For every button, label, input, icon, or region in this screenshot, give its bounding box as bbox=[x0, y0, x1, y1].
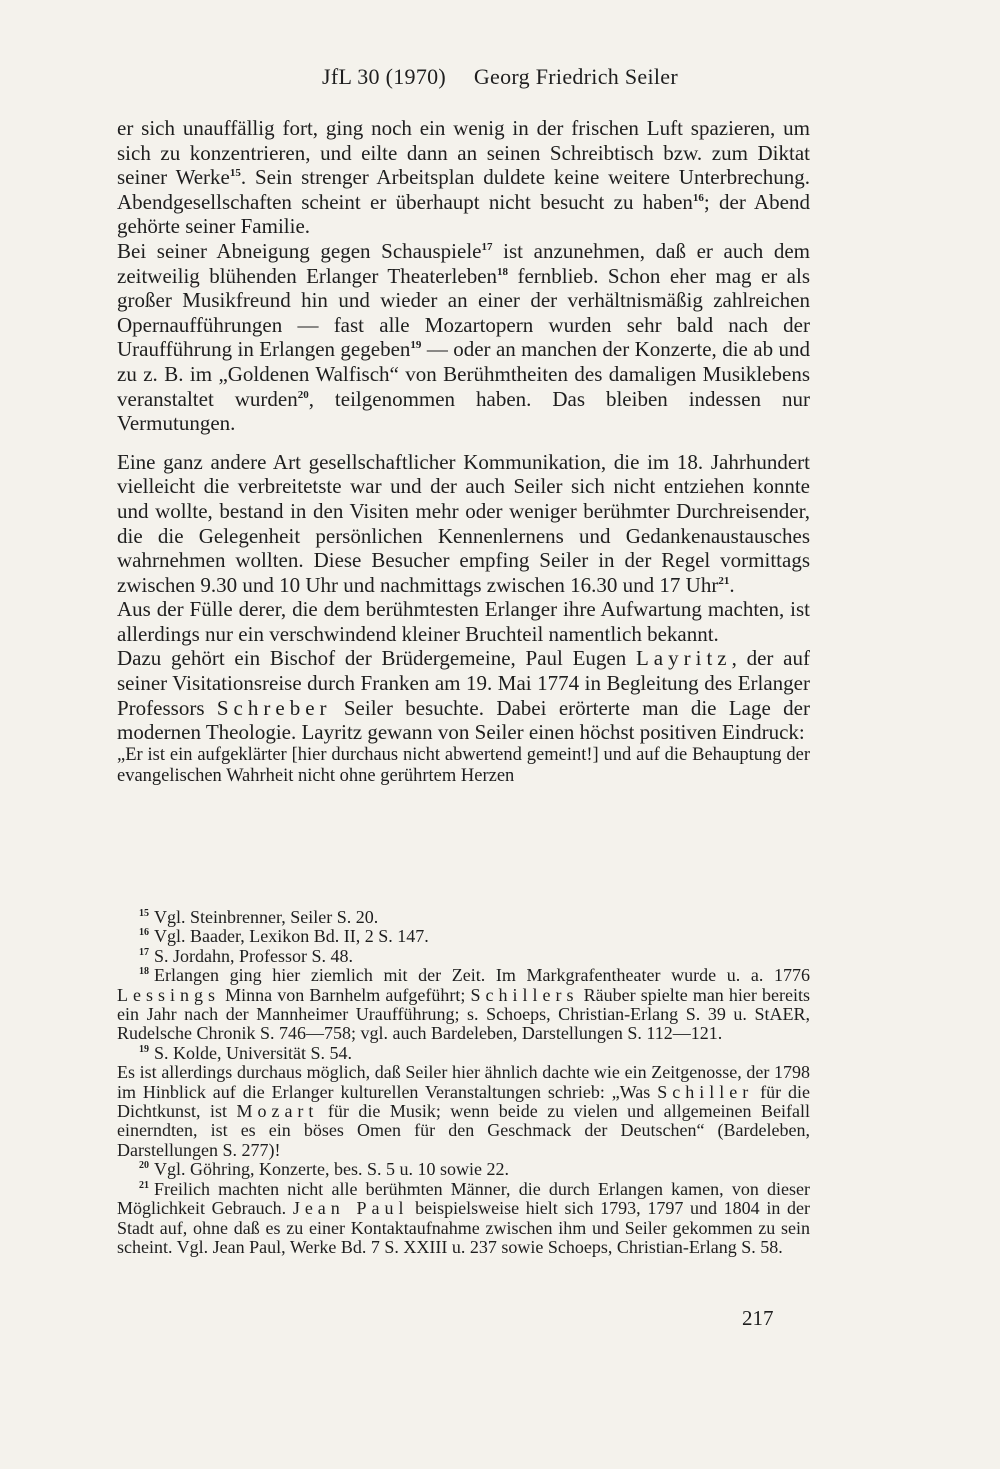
block-quote: „Er ist ein aufgeklärter [hier durchaus nicht abwertend gemeint!] und auf die Behauptung der evangelischen Wahrheit nicht ohne gerührtem Herzen bbox=[117, 744, 810, 786]
text-run: , teilgenommen haben. Das bleiben indessen nur Vermutungen. bbox=[117, 386, 810, 436]
journal-reference: JfL 30 (1970) bbox=[321, 64, 447, 89]
body-text bbox=[117, 116, 810, 787]
footnote-ref[interactable]: 17 bbox=[481, 240, 493, 253]
footnote-15 bbox=[117, 908, 810, 927]
footnotes bbox=[117, 908, 810, 1257]
spaced-name: Layritz bbox=[635, 646, 732, 671]
footnote-19 bbox=[117, 1044, 810, 1063]
spaced-name: Schillers bbox=[470, 984, 579, 1005]
footnote-ref[interactable]: 21 bbox=[718, 574, 730, 587]
footnote-text: Räuber spielte man hier bereits ein Jahr nach der Mannheimer Uraufführung; s. Schoeps, Christian-Erlang S. 39 u. StAER, Rudelsche Chronik S. 746—758; vgl. auch Bardeleben, Darstellungen S. 112—121. bbox=[117, 984, 810, 1044]
text-run: Bei seiner Abneigung gegen Schauspiele bbox=[117, 238, 482, 263]
footnote-18 bbox=[117, 966, 810, 1044]
footnote-text: Es ist allerdings durchaus möglich, daß Seiler hier ähnlich dachte wie ein Zeitgenosse, der 1798 im Hinblick auf die Erlanger kulturellen Veranstaltungen schrieb: „Was bbox=[117, 1062, 810, 1102]
text-run: — oder an manchen der Konzerte, die ab und zu z. B. im „Goldenen Walfisch“ von Berühmtheiten des damaligen Musiklebens veranstaltet wurden bbox=[117, 337, 810, 411]
footnote-text: S. Kolde, Universität S. 54. bbox=[154, 1042, 352, 1063]
text-run: ist anzunehmen, daß er auch dem zeitweilig blühenden Erlanger Theaterleben bbox=[117, 238, 811, 288]
paragraph-3 bbox=[117, 450, 810, 598]
text-run: ; der Abend gehörte seiner Familie. bbox=[117, 189, 810, 239]
paragraph-2 bbox=[117, 239, 810, 436]
footnote-text: für die Dichtkunst, ist bbox=[117, 1081, 810, 1122]
footnote-number: 21 bbox=[139, 1179, 149, 1191]
text-run: . Sein strenger Arbeitsplan duldete keine weitere Unterbrechung. Abendgesellschaften scheint er überhaupt nicht besucht zu haben bbox=[117, 165, 810, 214]
text-run: Aus der Fülle derer, die dem berühmtesten Erlanger ihre Aufwartung machten, ist allerdings nur ein verschwindend kleiner Bruchteil namentlich bekannt. bbox=[117, 597, 810, 646]
footnote-ref[interactable]: 16 bbox=[692, 191, 704, 204]
spaced-name: Mozart bbox=[236, 1101, 319, 1122]
footnote-21 bbox=[117, 1180, 810, 1258]
footnote-text: beispielsweise hielt sich 1793, 1797 und 1804 in der Stadt auf, ohne daß es zu einer Kontaktaufnahme zwischen ihm und Seiler gekommen zu sein scheint. Vgl. Jean Paul, Werke Bd. 7 S. XXIII u. 237 sowie Schoeps, Christian-Erlang S. 58. bbox=[117, 1198, 811, 1257]
running-header bbox=[0, 64, 1000, 90]
footnote-ref[interactable]: 19 bbox=[410, 339, 422, 352]
paragraph-4 bbox=[117, 597, 810, 646]
footnote-number: 17 bbox=[139, 946, 149, 958]
running-title: Georg Friedrich Seiler bbox=[473, 64, 678, 89]
footnote-text: S. Jordahn, Professor S. 48. bbox=[154, 945, 354, 966]
footnote-number: 18 bbox=[139, 966, 149, 978]
spaced-name: Schreber bbox=[216, 695, 332, 720]
footnote-number: 20 bbox=[139, 1160, 149, 1172]
footnote-text: Erlangen ging hier ziemlich mit der Zeit. Im Markgrafentheater wurde u. a. 1776 bbox=[154, 965, 810, 986]
footnote-text: Minna von Barnhelm aufgeführt; bbox=[220, 984, 471, 1005]
spaced-name: Jean Paul bbox=[292, 1198, 409, 1219]
paragraph-1 bbox=[117, 116, 810, 239]
text-run: . bbox=[729, 572, 735, 597]
footnote-20 bbox=[117, 1160, 810, 1179]
footnote-text: Vgl. Baader, Lexikon Bd. II, 2 S. 147. bbox=[154, 926, 429, 947]
spaced-name: Lessings bbox=[117, 984, 220, 1005]
footnote-text: Vgl. Göhring, Konzerte, bes. S. 5 u. 10 sowie 22. bbox=[154, 1159, 509, 1180]
footnote-number: 19 bbox=[139, 1043, 149, 1055]
footnote-text: Vgl. Steinbrenner, Seiler S. 20. bbox=[154, 907, 379, 927]
footnote-16 bbox=[117, 927, 810, 946]
text-run: , der auf seiner Visitationsreise durch Franken am 19. Mai 1774 in Begleitung des Erlanger Professors bbox=[117, 646, 810, 720]
page-number: 217 bbox=[742, 1306, 774, 1330]
footnote-ref[interactable]: 18 bbox=[497, 265, 509, 278]
spaced-name: Schiller bbox=[657, 1081, 754, 1102]
footnote-text: für die Musik; wenn beide zu vielen und allgemeinen Beifall einerndten, ist es ein böses Omen für den Geschmack der Deutschen“ (Bardeleben, Darstellungen S. 277)! bbox=[117, 1101, 810, 1160]
footnote-number: 15 bbox=[139, 908, 149, 919]
text-run: Seiler besuchte. Dabei erörterte man die Lage der modernen Theologie. Layritz gewann von Seiler einen höchst positiven Eindruck: bbox=[117, 695, 810, 745]
footnote-19-continued bbox=[117, 1063, 810, 1160]
footnote-text: Freilich machten nicht alle berühmten Männer, die durch Erlangen kamen, von dieser Möglichkeit Gebrauch. bbox=[117, 1178, 810, 1219]
text-run: Eine ganz andere Art gesellschaftlicher Kommunikation, die im 18. Jahrhundert vielleicht die verbreitetste war und der auch Seiler sich nicht entziehen konnte und wollte, bestand in den Visiten mehr oder weniger berühmter Durchreisender, die die Gelegenheit persönlichen Kennenlernens und Gedankenaustausches wahrnehmen wollten. Diese Besucher empfing Seiler in der Regel vormittags zwischen 9.30 und 10 Uhr und nachmittags zwischen 16.30 und 17 Uhr bbox=[117, 449, 810, 597]
text-run: Dazu gehört ein Bischof der Brüdergemeine, Paul Eugen bbox=[117, 646, 636, 671]
footnote-ref[interactable]: 20 bbox=[297, 388, 309, 401]
footnote-ref[interactable]: 15 bbox=[229, 167, 241, 180]
footnote-number: 16 bbox=[139, 927, 149, 939]
text-run: fernblieb. Schon eher mag er als großer Musikfreund hin und wieder an einer der verhältnismäßig zahlreichen Opernaufführungen — fast alle Mozartopern wurden sehr bald nach der Uraufführung in Erlangen gegeben bbox=[117, 263, 810, 362]
paragraph-5 bbox=[117, 646, 810, 744]
footnote-17 bbox=[117, 947, 810, 966]
text-run: er sich unauffällig fort, ging noch ein wenig in der frischen Luft spazieren, um sich zu konzentrieren, und eilte dann an seinen Schreibtisch bzw. zum Diktat seiner Werke bbox=[117, 116, 810, 190]
